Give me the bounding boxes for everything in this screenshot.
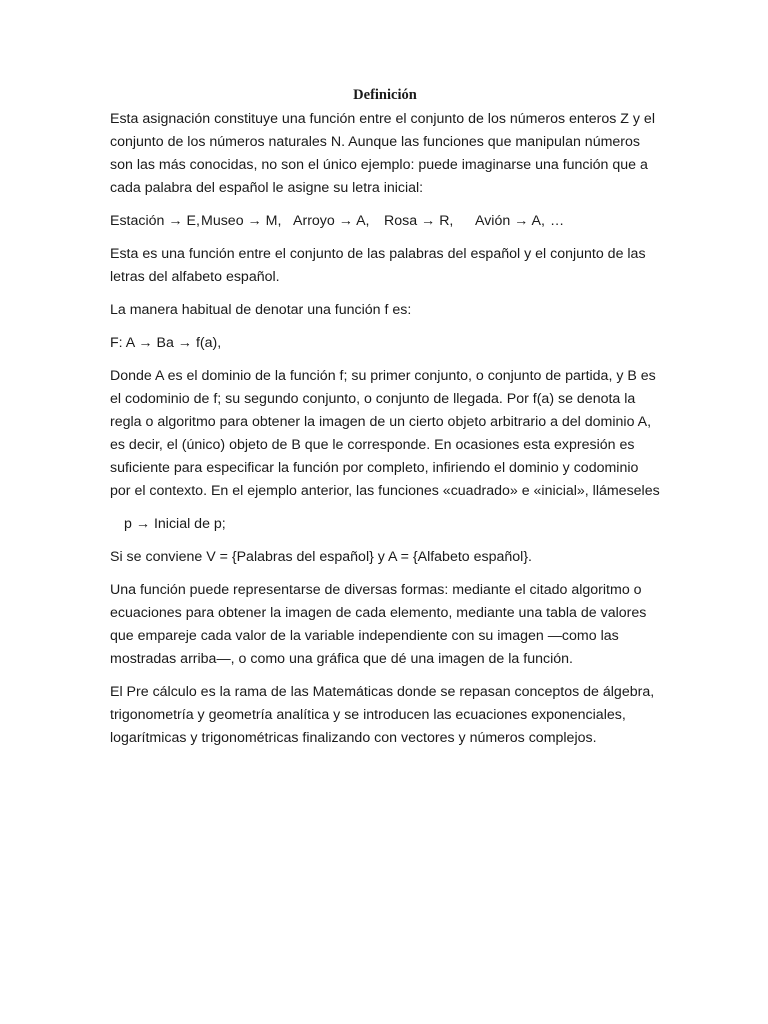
formula-initial: p → Inicial de p;: [124, 516, 226, 532]
mapping-item: Rosa → R,: [384, 213, 454, 229]
paragraph-convention: Si se conviene V = {Palabras del español} y A = {Alfabeto español}.: [110, 549, 532, 565]
paragraph-precalculus: El Pre cálculo es la rama de las Matemáticas donde se repasan conceptos de álgebra, trigonometría y geometría analítica y se introducen las ecuaciones exponenciales, logarítmicas y trigonométricas finalizando con vectores y números complejos.: [110, 684, 655, 746]
mapping-item: Museo → M,: [201, 213, 282, 229]
paragraph-intro: Esta asignación constituye una función entre el conjunto de los números enteros Z y el conjunto de los números naturales N. Aunque las funciones que manipulan números son las más conocidas, no son el único ejemplo: puede imaginarse una función que a cada palabra del español le asigne su letra inicial:: [110, 111, 655, 196]
mapping-ellipsis: …: [550, 213, 565, 229]
document-page: [110, 86, 660, 760]
paragraph-function-sets: Esta es una función entre el conjunto de las palabras del español y el conjunto de las letras del alfabeto español.: [110, 246, 646, 285]
paragraph-representation: Una función puede representarse de diversas formas: mediante el citado algoritmo o ecuaciones para obtener la imagen de cada elemento, mediante una tabla de valores que empareje cada valor de la variable independiente con su imagen —como las mostradas arriba—, o como una gráfica que dé una imagen de la función.: [110, 582, 647, 667]
page-title: Definición: [353, 87, 417, 103]
paragraph-notation-intro: La manera habitual de denotar una función f es:: [110, 302, 412, 318]
mapping-item: Estación → E,: [110, 213, 200, 229]
mapping-item: Arroyo → A,: [293, 213, 370, 229]
mapping-examples: [110, 210, 660, 233]
mapping-item: Avión → A,: [475, 213, 545, 229]
paragraph-domain-codomain: Donde A es el dominio de la función f; su primer conjunto, o conjunto de partida, y B es el codominio de f; su segundo conjunto, o conjunto de llegada. Por f(a) se denota la regla o algoritmo para obtener la imagen de un cierto objeto arbitrario a del dominio A, es decir, el (único) objeto de B que le corresponde. En ocasiones esta expresión es suficiente para especificar la función por completo, infiriendo el dominio y codominio por el contexto. En el ejemplo anterior, las funciones «cuadrado» e «inicial», llámeseles: [110, 368, 660, 499]
notation-formula: F: A → Ba → f(a),: [110, 335, 222, 351]
